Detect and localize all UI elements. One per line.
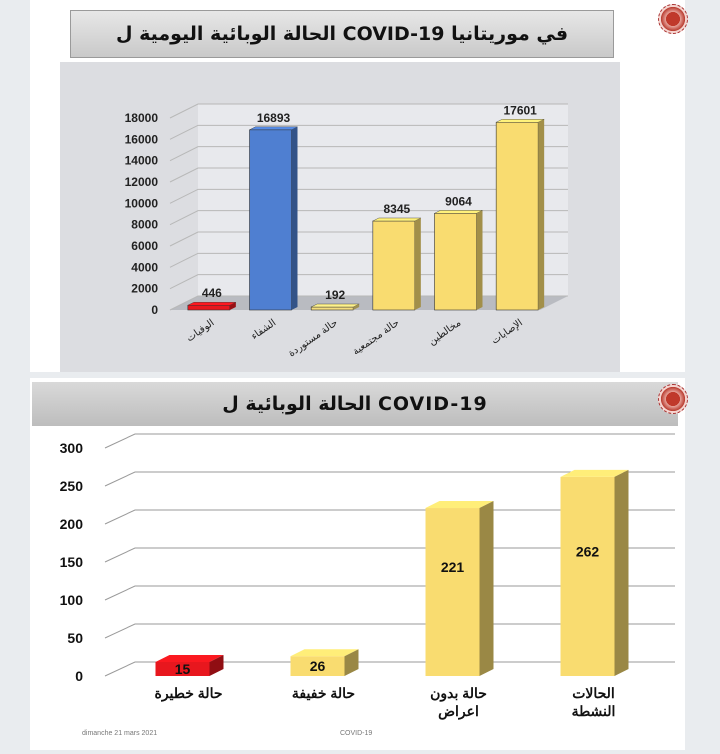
x-tick-label: حالة مستوردة <box>286 317 340 360</box>
covid-virus-icon <box>658 4 688 34</box>
x-tick-label: الإصابات <box>489 317 525 347</box>
slide-active-cases <box>30 378 685 750</box>
y-tick-label: 100 <box>59 592 83 608</box>
bar-side <box>538 119 544 310</box>
y-tick-label: 12000 <box>124 175 158 189</box>
data-label: 221 <box>440 559 465 576</box>
data-label: 446 <box>201 286 222 301</box>
x-tick-label: الشفاء <box>249 317 279 343</box>
footer-label: COVID-19 <box>340 730 373 737</box>
y-tick-label: 300 <box>59 440 83 456</box>
bar-chart-daily <box>60 62 620 372</box>
data-label: 9064 <box>445 194 472 209</box>
bar-top <box>188 302 236 305</box>
bar <box>311 307 353 310</box>
y-tick-label: 8000 <box>131 217 158 232</box>
bar <box>373 221 415 310</box>
y-tick-label: 250 <box>59 478 83 494</box>
bar-top <box>373 218 421 221</box>
y-tick-label: 10000 <box>124 196 158 211</box>
x-tick-label: النشطة <box>571 703 616 719</box>
x-tick-label: الوفيات <box>184 317 217 345</box>
data-label: 16893 <box>256 110 291 125</box>
bar <box>496 122 538 310</box>
bar-side <box>292 127 298 310</box>
x-tick-label: حالة خطيرة <box>154 685 223 701</box>
y-tick-label: 6000 <box>131 239 158 253</box>
bar-top <box>250 127 298 130</box>
data-label: 15 <box>174 661 191 677</box>
y-tick-label: 0 <box>75 668 83 684</box>
bar-top <box>311 304 359 307</box>
gridline <box>105 434 675 448</box>
bar-side <box>615 470 629 676</box>
y-tick-label: 50 <box>67 630 83 646</box>
chart-title: الحالة الوبائية ل COVID-19 <box>32 382 678 426</box>
y-tick-label: 4000 <box>131 260 158 275</box>
chart-title: الحالة الوبائية اليومية ل COVID-19 في موريتانيا <box>70 10 614 58</box>
x-tick-label: حالة خفيفة <box>291 685 356 701</box>
bar-side <box>477 210 483 310</box>
x-tick-label: حالة مجتمعية <box>350 317 402 358</box>
footer-date: dimanche 21 mars 2021 <box>82 730 158 737</box>
bar-side <box>480 501 494 676</box>
y-tick-label: 16000 <box>124 132 158 147</box>
x-tick-label: حالة بدون <box>430 685 487 701</box>
data-label: 262 <box>575 543 600 560</box>
data-label: 26 <box>309 658 326 675</box>
data-label: 8345 <box>383 201 411 216</box>
y-tick-label: 0 <box>151 303 158 317</box>
slide-daily-epidemic <box>30 0 685 372</box>
data-label: 17601 <box>503 103 537 118</box>
y-tick-label: 2000 <box>131 281 158 296</box>
bar <box>250 130 292 310</box>
x-tick-label: الحالات <box>572 685 615 701</box>
bar <box>426 508 480 676</box>
y-tick-label: 14000 <box>124 153 158 168</box>
bar-side <box>415 218 421 310</box>
x-tick-label: اعراض <box>438 703 479 719</box>
bar <box>435 213 477 310</box>
bar <box>561 477 615 676</box>
y-tick-label: 200 <box>59 516 83 532</box>
bar-top <box>496 119 544 122</box>
bar-chart-active <box>35 426 675 726</box>
y-tick-label: 150 <box>59 554 83 570</box>
bar <box>188 305 230 310</box>
y-tick-label: 18000 <box>124 111 158 125</box>
x-tick-label: مخالطين <box>426 317 464 348</box>
bar-top <box>435 210 483 213</box>
covid-virus-icon <box>658 384 688 414</box>
data-label: 192 <box>325 288 346 302</box>
